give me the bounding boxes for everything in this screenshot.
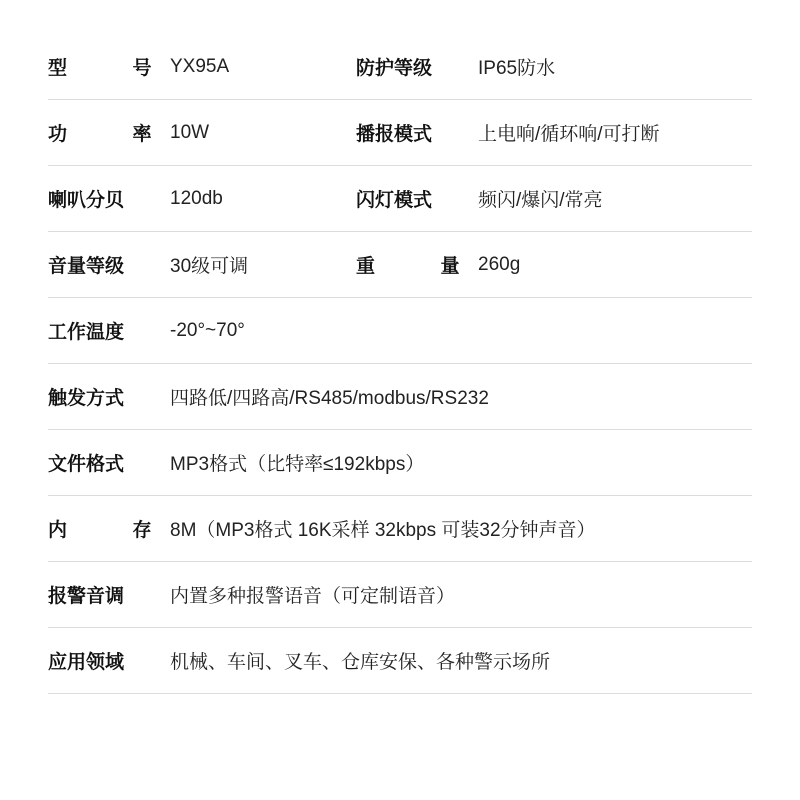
spec-value: 30级可调 bbox=[170, 256, 249, 277]
spec-label: 报警音调 bbox=[48, 586, 125, 607]
spec-label bbox=[48, 53, 152, 80]
table-row bbox=[48, 562, 752, 628]
row-cell-full bbox=[48, 449, 752, 476]
spec-label-char: 内 bbox=[48, 520, 68, 541]
spec-value: 260g bbox=[478, 253, 521, 275]
row-cell-full bbox=[48, 515, 752, 542]
spec-label: 播报模式 bbox=[356, 124, 433, 145]
spec-label: 闪灯模式 bbox=[356, 190, 433, 211]
table-row bbox=[48, 496, 752, 562]
spec-label: 工作温度 bbox=[48, 322, 125, 343]
row-cell-left bbox=[48, 251, 356, 278]
table-row bbox=[48, 430, 752, 496]
spec-label-char: 存 bbox=[132, 520, 152, 541]
spec-value: 120db bbox=[170, 187, 223, 209]
table-row bbox=[48, 232, 752, 298]
row-cell-left bbox=[48, 317, 356, 344]
table-row bbox=[48, 100, 752, 166]
table-row bbox=[48, 34, 752, 100]
row-cell-right bbox=[356, 251, 752, 278]
row-cell-left bbox=[48, 185, 356, 212]
spec-value: -20°~70° bbox=[170, 319, 245, 341]
table-row bbox=[48, 166, 752, 232]
spec-value: YX95A bbox=[170, 55, 230, 77]
row-cell-full bbox=[48, 383, 752, 410]
spec-value: 机械、车间、叉车、仓库安保、各种警示场所 bbox=[170, 652, 551, 673]
spec-value: 四路低/四路高/RS485/modbus/RS232 bbox=[170, 388, 489, 409]
row-cell-right bbox=[356, 185, 752, 212]
spec-label: 音量等级 bbox=[48, 256, 125, 277]
spec-label-char: 功 bbox=[48, 124, 68, 145]
spec-label: 文件格式 bbox=[48, 454, 125, 475]
spec-label bbox=[48, 515, 152, 542]
spec-value: MP3格式（比特率≤192kbps） bbox=[170, 454, 425, 475]
row-cell-left bbox=[48, 53, 356, 80]
table-row bbox=[48, 298, 752, 364]
spec-label bbox=[48, 119, 152, 146]
spec-value: 内置多种报警语音（可定制语音） bbox=[170, 586, 456, 607]
spec-label-char: 号 bbox=[132, 58, 152, 79]
spec-value: IP65防水 bbox=[478, 58, 556, 79]
spec-label: 防护等级 bbox=[356, 58, 433, 79]
spec-value: 8M（MP3格式 16K采样 32kbps 可装32分钟声音） bbox=[170, 520, 596, 541]
spec-value: 上电响/循环响/可打断 bbox=[478, 124, 660, 145]
row-cell-full bbox=[48, 581, 752, 608]
spec-label-char: 率 bbox=[132, 124, 152, 145]
spec-label bbox=[356, 251, 460, 278]
spec-label: 触发方式 bbox=[48, 388, 125, 409]
spec-label: 喇叭分贝 bbox=[48, 190, 125, 211]
spec-label: 应用领域 bbox=[48, 652, 125, 673]
spec-value: 10W bbox=[170, 121, 210, 143]
row-cell-right bbox=[356, 119, 752, 146]
row-cell-left bbox=[48, 119, 356, 146]
spec-label-char: 量 bbox=[440, 256, 460, 277]
table-row bbox=[48, 628, 752, 694]
spec-label-char: 重 bbox=[356, 256, 376, 277]
table-row bbox=[48, 364, 752, 430]
row-cell-right bbox=[356, 53, 752, 80]
spec-value: 频闪/爆闪/常亮 bbox=[478, 190, 603, 211]
spec-label-char: 型 bbox=[48, 58, 68, 79]
row-cell-full bbox=[48, 647, 752, 674]
